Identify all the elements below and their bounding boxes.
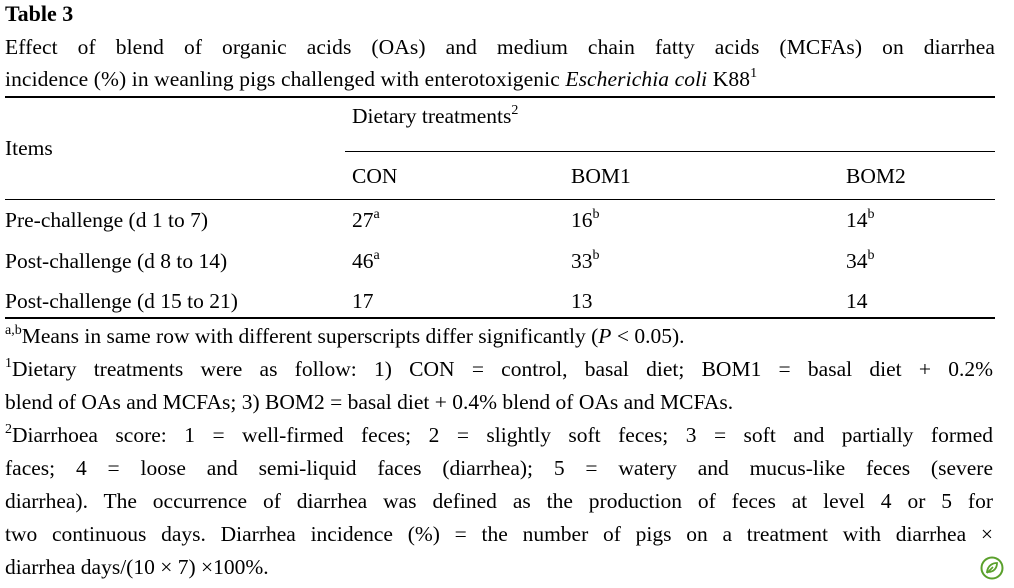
cell-superscript: a <box>373 248 380 263</box>
cell-pre-bom2 <box>846 206 875 234</box>
cell-superscript: b <box>592 248 600 263</box>
caption-species: Escherichia coli <box>565 67 708 91</box>
caption-strain: K88 <box>707 67 751 91</box>
column-header-bom2: BOM2 <box>846 164 906 188</box>
cell-pre-bom1 <box>571 206 600 234</box>
footnote-1 <box>5 353 993 419</box>
table-top-rule <box>5 96 995 98</box>
cell-value: 33 <box>571 249 593 273</box>
cell-value: 16 <box>571 208 593 232</box>
cell-value: 46 <box>352 249 374 273</box>
cell-post2-bom2 <box>846 287 868 315</box>
cell-post1-bom2 <box>846 247 875 275</box>
footnote-1-line-1 <box>5 353 993 386</box>
row-label-post-challenge-8-14: Post-challenge (d 8 to 14) <box>5 249 228 273</box>
cell-superscript: a <box>373 207 380 222</box>
footnote-1-line-2: blend of OAs and MCFAs; 3) BOM2 = basal diet + 0.4% blend of OAs and MCFAs. <box>5 390 734 414</box>
header-bottom-rule <box>5 199 995 200</box>
footnote-2-text: Diarrhoea score: 1 = well-firmed feces; 2 = slightly soft feces; 3 = soft and partially formed <box>12 423 993 447</box>
cell-pre-con <box>352 206 380 234</box>
table-bottom-rule <box>5 317 995 319</box>
footnote-2-line-1 <box>5 419 993 452</box>
footnote-2-line-2: faces; 4 = loose and semi-liquid faces (diarrhea); 5 = watery and mucus-like feces (severe <box>5 456 993 480</box>
caption-text: incidence (%) in weanling pigs challenged with enterotoxigenic <box>5 67 566 91</box>
cell-value: 14 <box>846 208 868 232</box>
group-header <box>352 102 518 130</box>
table-caption <box>5 31 995 95</box>
group-header-label: Dietary treatments <box>352 104 512 128</box>
column-header-bom1: BOM1 <box>571 164 631 188</box>
cell-post2-con <box>352 287 374 315</box>
caption-line-2 <box>5 63 995 95</box>
cell-value: 14 <box>846 289 868 313</box>
group-header-footnote-ref: 2 <box>511 103 519 118</box>
cell-post1-bom1 <box>571 247 600 275</box>
group-header-rule <box>345 151 995 152</box>
cell-value: 27 <box>352 208 374 232</box>
footnote-2-line-3: diarrhea). The occurrence of diarrhea was defined as the production of feces at level 4 or 5 for <box>5 489 993 513</box>
cell-value: 17 <box>352 289 374 313</box>
caption-line-1: Effect of blend of organic acids (OAs) and medium chain fatty acids (MCFAs) on diarrhea <box>5 35 995 59</box>
row-label-pre-challenge: Pre-challenge (d 1 to 7) <box>5 208 208 232</box>
cell-superscript: b <box>867 207 875 222</box>
cell-superscript: b <box>592 207 600 222</box>
cell-superscript: b <box>867 248 875 263</box>
table-footnotes <box>5 320 993 584</box>
footnote-1-marker: 1 <box>5 356 12 371</box>
leaf-logo-icon <box>980 556 1004 580</box>
cell-post1-con <box>352 247 380 275</box>
footnote-ab-marker: a,b <box>5 323 22 338</box>
footnote-2-marker: 2 <box>5 422 12 437</box>
caption-footnote-ref: 1 <box>750 66 758 81</box>
footnote-ab-text: Means in same row with different superscripts differ significantly ( <box>21 324 599 348</box>
footnote-ab-p: P <box>598 324 612 348</box>
table-label: Table 3 <box>5 1 74 26</box>
footnote-2-line-5: diarrhea days/(10 × 7) ×100%. <box>5 555 269 579</box>
cell-value: 34 <box>846 249 868 273</box>
row-label-post-challenge-15-21: Post-challenge (d 15 to 21) <box>5 289 238 313</box>
footnote-2-line-4: two continuous days. Diarrhea incidence (%) = the number of pigs on a treatment with diarrhea × <box>5 522 993 546</box>
cell-post2-bom1 <box>571 287 593 315</box>
column-header-con: CON <box>352 164 398 188</box>
footnote-ab-line <box>5 320 993 353</box>
footnote-ab <box>5 320 993 353</box>
cell-value: 13 <box>571 289 593 313</box>
items-header: Items <box>5 136 53 160</box>
footnote-1-text: Dietary treatments were as follow: 1) CON = control, basal diet; BOM1 = basal diet + 0.2% <box>12 357 993 381</box>
footnote-ab-threshold: < 0.05). <box>611 324 685 348</box>
footnote-2 <box>5 419 993 584</box>
